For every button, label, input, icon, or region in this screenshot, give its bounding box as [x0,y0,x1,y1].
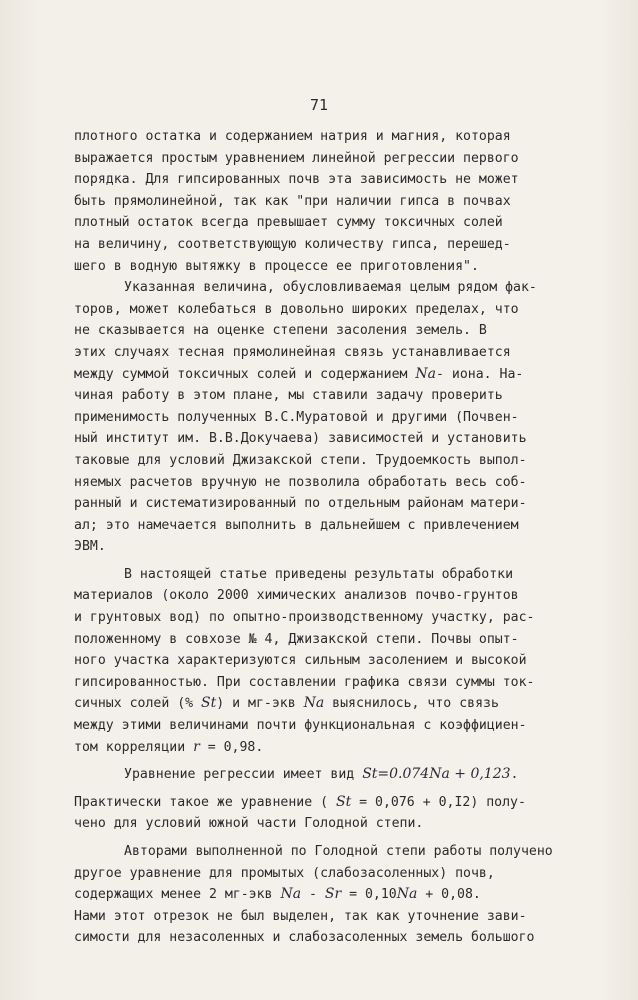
text-line: ного участка характеризуются сильным засолением и высокой [74,653,527,669]
text-line: и грунтовых вод) по опытно-производственному участку, рас- [74,610,535,626]
text-line: ал; это намечается выполнить в дальнейшем с привлечением [74,517,519,533]
text-segment: ) и мг-экв [216,696,304,712]
text-line: другое уравнение для промытых (слабозасоленных) почв, [74,865,495,881]
text-segment: Уравнение регрессии имеет вид [124,767,363,783]
text-line: гипсированностью. При составлении графика связи суммы ток- [74,674,535,690]
text-line [74,737,594,759]
text-line: таковые для условий Джизакской степи. Трудоемкость выпол- [74,452,527,468]
text-segment: - [301,887,325,903]
text-line: применимость полученных В.С.Муратовой и другими (Почвен- [74,409,519,425]
text-line: ранный и систематизированный по отдельным районам матери- [74,496,527,512]
handwritten-symbol: Sr [324,886,342,903]
text-segment: сичных солей (% [74,696,202,712]
handwritten-symbol: Na [280,886,302,903]
text-line: Нами этот отрезок не был выделен, так как уточнение зави- [74,908,527,924]
text-line: плотного остатка и содержанием натрия и магния, которая [74,129,511,144]
text-line: Авторами выполненной по Голодной степи работы получено [124,844,553,859]
text-segment: + 0,08. [417,887,481,903]
handwritten-symbol: r [193,738,200,755]
page-number: 71 [309,96,329,114]
text-segment: выяснилось, что связь [324,696,499,712]
text-line: шего в водную вытяжку в процессе ее приготовления". [74,258,479,274]
text-segment: между суммой токсичных солей и содержанием [74,366,416,382]
text-line: чено для условий южной части Голодной степи. [74,816,424,832]
handwritten-equation: St=0.074Na + 0,123 [362,766,511,783]
text-segment: том корреляции [74,739,194,755]
text-line: быть прямолинейной, так как "при наличии гипса в почвах [74,193,511,209]
text-line: на величину, соответствующую количеству гипса, перешед- [74,236,511,252]
text-line: няемых расчетов вручную не позволила обработать весь соб- [74,474,527,490]
text-line [74,693,594,715]
text-line: материалов (около 2000 химических анализов почво-грунтов [74,588,519,604]
body-text [74,126,594,949]
text-segment: содержащих менее 2 мг-экв [74,887,281,903]
text-line: ЭВМ. [74,539,106,555]
handwritten-symbol: Na [396,886,418,903]
text-line [74,764,594,786]
handwritten-symbol: St [336,793,352,810]
text-line: ный институт им. В.В.Докучаева) зависимостей и установить [74,431,527,447]
handwritten-symbol: Na [415,365,437,382]
text-line: В настоящей статье приведены результаты обработки [124,566,514,582]
handwritten-symbol: Na [303,695,325,712]
text-segment: - иона. На- [436,366,524,382]
text-line: между этими величинами почти функциональная с коэффициен- [74,718,527,734]
text-line [74,364,594,386]
text-line: симости для незасоленных и слабозасоленных земель большого [74,930,535,946]
text-segment: Практически такое же уравнение ( [74,794,337,810]
text-segment: . [510,767,519,783]
text-segment: = 0,98. [199,739,264,755]
text-line: плотный остаток всегда превышает сумму токсичных солей [74,215,503,231]
text-line [74,792,594,814]
handwritten-symbol: St [201,695,217,712]
text-line: не сказывается на оценке степени засоления земель. В [74,323,487,339]
text-line [74,884,594,906]
text-segment: = 0,076 + 0,I2) полу- [351,794,526,810]
text-line: положенному в совхозе № 4, Джизакской степи. Почвы опыт- [74,631,519,647]
text-line: этих случаях тесная прямолинейная связь устанавливается [74,344,511,360]
text-segment: = 0,10 [341,887,397,903]
text-line: выражается простым уравнением линейной регрессии первого [74,150,519,166]
text-line: порядка. Для гипсированных почв эта зависимость не может [74,172,519,188]
text-line: чиная работу в этом плане, мы ставили задачу проверить [74,388,503,404]
text-line: торов, может колебаться в довольно широких пределах, что [74,301,519,317]
text-line: Указанная величина, обусловливаемая целым рядом фак- [124,280,537,296]
